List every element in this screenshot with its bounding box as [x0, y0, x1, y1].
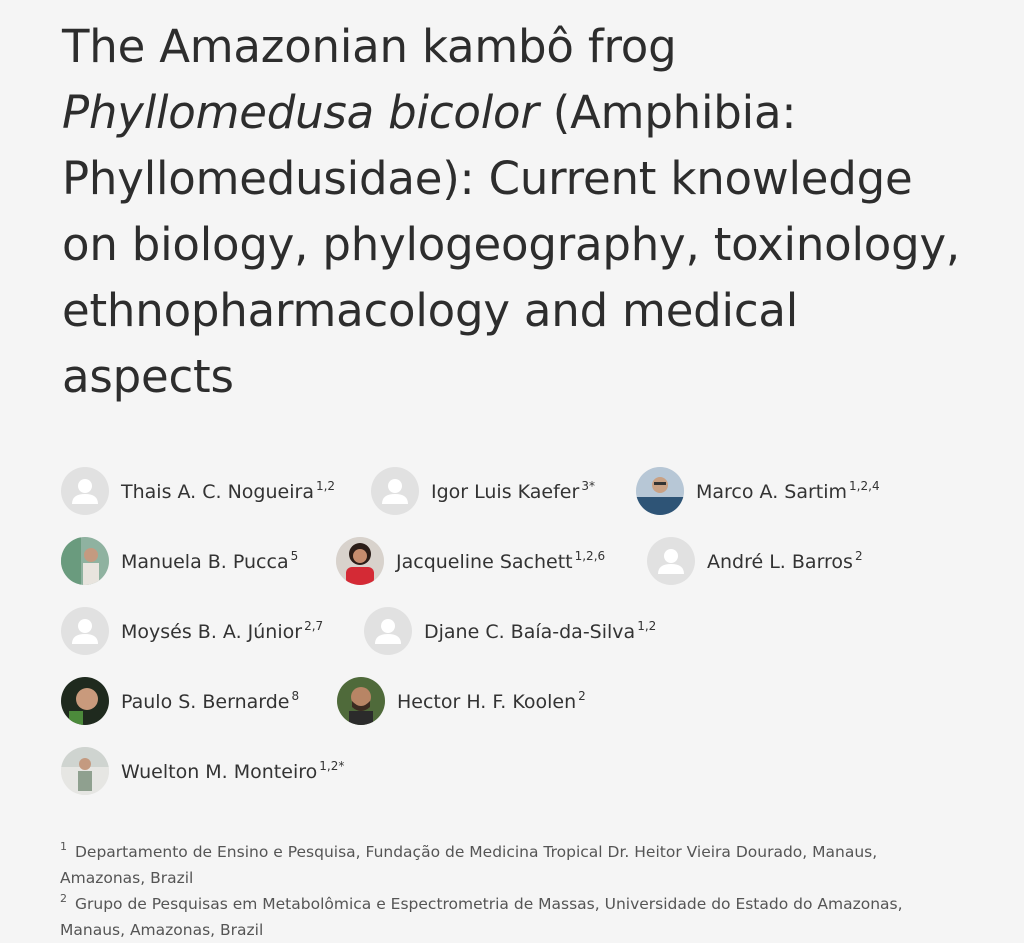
author-kaefer[interactable] — [371, 466, 595, 516]
avatar-placeholder-icon — [364, 607, 412, 655]
author-name: Wuelton M. Monteiro $^{1,2*}$ — [121, 759, 345, 783]
author-name: Hector H. F. Koolen $^2$ — [397, 689, 586, 713]
affiliation-2: $^2$ Grupo de Pesquisas em Metabolômica e Espectrometria de Massas, Universidade do Estado do Amazonas, Manaus, Amazonas, Brazil — [60, 892, 903, 939]
author-name: Djane C. Baía-da-Silva $^{1,2}$ — [424, 619, 657, 643]
author-baia-da-silva[interactable] — [364, 606, 656, 656]
avatar-placeholder-icon — [647, 537, 695, 585]
author-photo-icon — [61, 677, 109, 725]
author-name: André L. Barros $^2$ — [707, 549, 863, 573]
avatar-placeholder-icon — [371, 467, 419, 515]
author-name: Jacqueline Sachett $^{1,2,6}$ — [396, 549, 606, 573]
title-rest: (Amphibia: Phyllomedusidae): Current knowledge on biology, phylogeography, toxinology, ethnopharmacology and medical aspects — [62, 86, 961, 403]
author-name: Thais A. C. Nogueira $^{1,2}$ — [121, 479, 336, 503]
title-species-italic: Phyllomedusa bicolor — [62, 86, 539, 139]
title-line-1: The Amazonian kambô frog — [62, 20, 677, 73]
avatar-placeholder-icon — [61, 467, 109, 515]
author-nogueira[interactable] — [61, 466, 335, 516]
author-photo-icon — [336, 537, 384, 585]
author-bernarde[interactable] — [61, 676, 299, 726]
author-photo-icon — [636, 467, 684, 515]
author-barros[interactable] — [647, 536, 863, 586]
author-koolen[interactable] — [337, 676, 586, 726]
affiliation-1: $^1$ Departamento de Ensino e Pesquisa, Fundação de Medicina Tropical Dr. Heitor Vieira Dourado, Manaus, Amazonas, Brazil — [60, 840, 878, 887]
author-junior[interactable] — [61, 606, 323, 656]
author-pucca[interactable] — [61, 536, 298, 586]
article-title — [62, 14, 962, 410]
author-name: Igor Luis Kaefer $^{3*}$ — [431, 479, 595, 503]
author-photo-icon — [61, 537, 109, 585]
author-name: Moysés B. A. Júnior $^{2,7}$ — [121, 619, 324, 643]
author-sartim[interactable] — [636, 466, 880, 516]
author-photo-icon — [337, 677, 385, 725]
author-name: Paulo S. Bernarde $^8$ — [121, 689, 300, 713]
avatar-placeholder-icon — [61, 607, 109, 655]
author-monteiro[interactable] — [61, 746, 344, 796]
author-name: Manuela B. Pucca $^5$ — [121, 549, 299, 573]
author-name: Marco A. Sartim $^{1,2,4}$ — [696, 479, 880, 503]
author-sachett[interactable] — [336, 536, 605, 586]
author-photo-icon — [61, 747, 109, 795]
